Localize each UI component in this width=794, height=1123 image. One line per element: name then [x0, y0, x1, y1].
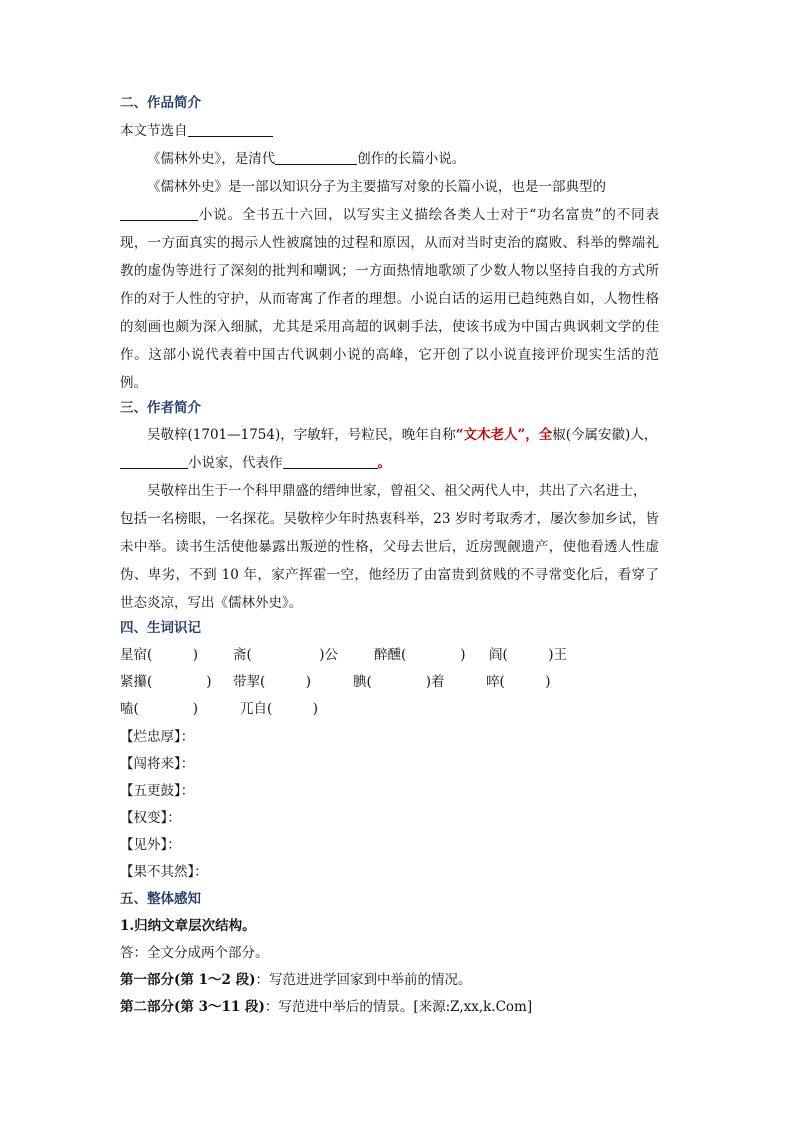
idiom-item: 【五更鼓】： — [120, 783, 195, 799]
part-1-label: 第一部分(第 1～2 段) — [120, 972, 256, 988]
part-1-line — [120, 970, 471, 990]
vocab-item: 斋( )公 — [233, 647, 339, 663]
author-text: 小说家，代表作 — [188, 455, 283, 471]
part-2-label: 第二部分(第 3～11 段) — [120, 999, 265, 1015]
source-line — [120, 121, 273, 141]
author-text-end: 。 — [377, 455, 391, 471]
vocab-item: 星宿( ) — [120, 647, 199, 663]
paragraph-line: 作。这部小说代表着中国古代讽刺小说的高峰，它开创了以小说直接评价现实生活的范 — [120, 347, 659, 363]
section-heading-vocab: 四、生词识记 — [120, 620, 201, 636]
intro-text-b: 创作的长篇小说。 — [357, 151, 466, 167]
author-text: 吴敬梓(1701—1754)，字敏轩，号粒民，晚年自称 — [147, 427, 456, 443]
vocab-item: 兀自( ) — [240, 701, 319, 717]
section-heading-overview: 五、整体感知 — [120, 891, 201, 907]
author-text: 椒(今属安徽)人， — [552, 427, 658, 443]
paragraph-text: 小说。全书五十六回，以写实主义描绘各类人士对于“功名富贵”的不同表 — [198, 207, 659, 223]
biography-line: 包括一名榜眼，一名探花。吴敬梓少年时热衷科举，23 岁时考取秀才，屡次参加乡试，皆 — [120, 511, 659, 527]
idiom-item: 【闯将来】： — [120, 756, 195, 772]
part-2-text: ：写范进中举后的情景。[来源:Z,xx,k.Com] — [264, 999, 533, 1015]
vocab-item: 醉醺( ) — [374, 647, 466, 663]
blank-masterpiece[interactable] — [283, 454, 378, 469]
blank-dynasty-author[interactable] — [275, 150, 357, 165]
intro-text-a: 《儒林外史》，是清代 — [147, 151, 276, 167]
blank-author-era[interactable] — [120, 454, 188, 469]
biography-line: 吴敬梓出生于一个科甲鼎盛的缙绅世家，曾祖父、祖父两代人中，共出了六名进士， — [147, 483, 647, 499]
answer-line: 答：全文分成两个部分。 — [120, 945, 269, 961]
author-pen-name: “文木老人”，全 — [455, 427, 553, 443]
paragraph-line: 《儒林外史》是一部以知识分子为主要描写对象的长篇小说，也是一部典型的 — [147, 179, 606, 195]
author-line — [147, 425, 657, 445]
paragraph-line: 的刻画也颇为深入细腻，尤其是采用高超的讽刺手法，使该书成为中国古典讽刺文学的佳 — [120, 319, 659, 335]
vocab-item: 啐( ) — [486, 674, 551, 690]
blank-novel-type[interactable] — [120, 206, 198, 221]
vocab-item: 嗑( ) — [120, 701, 199, 717]
section-heading-author: 三、作者简介 — [120, 400, 201, 416]
biography-line: 未中举。读书生活使他暴露出叛逆的性格，父母去世后，近房觊觎遗产，使他看透人性虚 — [120, 539, 659, 555]
paragraph-line: 教的虚伪等进行了深刻的批判和嘲讽；一方面热情地歌颂了少数人物以坚持自我的方式所 — [120, 263, 659, 279]
blank-source[interactable] — [188, 122, 273, 137]
part-2-line — [120, 997, 532, 1017]
idiom-item: 【果不其然】： — [120, 864, 208, 880]
paragraph-line: 作的对于人性的守护，从而寄寓了作者的理想。小说白话的运用已趋纯熟自如，人物性格 — [120, 291, 659, 307]
vocab-item: 阎( )王 — [489, 647, 568, 663]
section-heading-works: 二、作品简介 — [120, 95, 201, 111]
paragraph-line: 现，一方面真实的揭示人性被腐蚀的过程和原因，从而对当时吏治的腐败、科举的弊端礼 — [120, 235, 659, 251]
author-line — [120, 453, 391, 473]
idiom-item: 【烂忠厚】： — [120, 729, 195, 745]
vocab-item: 带挈( ) — [233, 674, 312, 690]
vocab-item: 腆( )着 — [353, 674, 445, 690]
idiom-item: 【权变】： — [120, 810, 181, 826]
paragraph-line: 例。 — [120, 375, 147, 391]
source-prefix: 本文节选自 — [120, 123, 188, 139]
biography-line: 世态炎凉，写出《儒林外史》。 — [120, 595, 303, 611]
biography-line: 伪、卑劣，不到 10 年，家产挥霍一空，他经历了由富贵到贫贱的不寻常变化后，看穿了 — [120, 567, 659, 583]
question-1: 1.归纳文章层次结构。 — [120, 918, 256, 934]
paragraph-line — [120, 205, 659, 225]
intro-line — [147, 149, 465, 169]
idiom-item: 【见外】： — [120, 837, 181, 853]
part-1-text: ：写范进进学回家到中举前的情况。 — [255, 972, 472, 988]
vocab-item: 紧攥( ) — [120, 674, 212, 690]
